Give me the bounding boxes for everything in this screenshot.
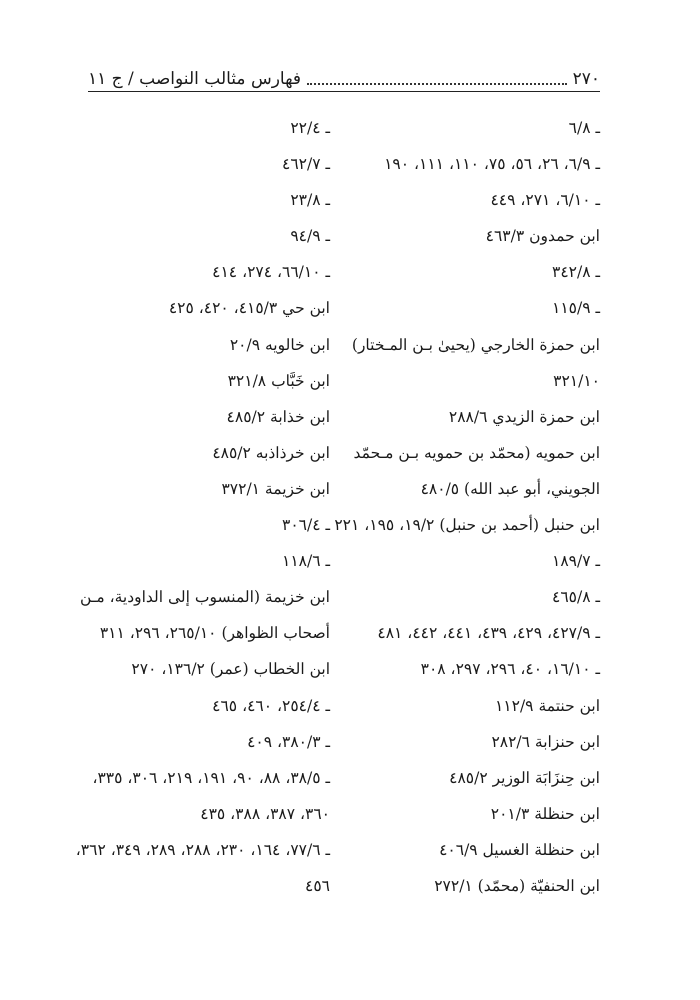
index-entry-line: ـ ٢٣/٨: [290, 191, 330, 210]
index-entry-line: ابن حنظلة ٢٠١/٣: [490, 804, 600, 823]
index-entry-line: ـ ٤٢٧/٩، ٤٢٩، ٤٣٩، ٤٤١، ٤٤٢، ٤٨١: [377, 624, 600, 643]
running-header: [88, 62, 600, 90]
index-entry-line: ابن خالويه ٢٠/٩: [229, 335, 330, 354]
index-entry-line: ابن حِنزَابَة الوزير ٤٨٥/٢: [449, 768, 600, 787]
index-entry-line: ابن حي ٤١٥/٣، ٤٢٠، ٤٢٥: [168, 299, 330, 318]
index-entry-line: ـ ٩٤/٩: [290, 227, 330, 246]
index-entry-line: ـ ١١٥/٩: [552, 299, 600, 318]
index-entry-line: ـ ٣٠٦/٤: [282, 516, 330, 535]
index-entry-line: ـ ٦/٩، ٢٦، ٥٦، ٧٥، ١١٠، ١١١، ١٩٠: [384, 155, 600, 174]
index-entry-line: ـ ١٨٩/٧: [552, 552, 600, 571]
index-entry-line: ابن حنظلة الغسيل ٤٠٦/٩: [439, 840, 600, 859]
index-entry-line: ٣٦٠، ٣٨٧، ٣٨٨، ٤٣٥: [200, 804, 330, 823]
index-entry-line: ٣٢١/١٠: [553, 371, 600, 390]
index-entry-line: ـ ٦/٨: [568, 119, 600, 137]
header-rule: [88, 91, 600, 92]
index-entry-line: ابن حمدون ٤٦٣/٣: [485, 227, 600, 246]
index-entry-line: ابن الحنفيّة (محمّد) ٢٧٢/١: [434, 876, 600, 895]
index-entry-line: ابن خرذاذبه ٤٨٥/٢: [212, 443, 330, 462]
index-entry-line: ـ ١٦/١٠، ٤٠، ٢٩٦، ٢٩٧، ٣٠٨: [420, 660, 600, 679]
index-entry-line: ابن خزيمة (المنسوب إلى الداودية، مـن: [80, 588, 330, 607]
index-entry-line: ـ ٣٨/٥، ٨٨، ٩٠، ١٩١، ٢١٩، ٣٠٦، ٣٣٥،: [92, 768, 330, 787]
index-entry-line: ابن حنبل (أحمد بن حنبل) ١٩/٢، ١٩٥، ٢٢١: [334, 516, 600, 535]
index-entry-line: ابن خزيمة ٣٧٢/١: [221, 479, 330, 498]
index-entry-line: ـ ٦٦/١٠، ٢٧٤، ٤١٤: [212, 263, 330, 282]
page-number: ٢٧٠: [572, 69, 600, 89]
index-entry-line: ٤٥٦: [305, 876, 330, 895]
index-column-left: [75, 110, 330, 904]
index-entry-line: ـ ٢٥٤/٤، ٤٦٠، ٤٦٥: [212, 696, 330, 715]
index-entry-line: أصحاب الظواهر) ٢٦٥/١٠، ٢٩٦، ٣١١: [99, 624, 330, 643]
running-title: فهارس مثالب النواصب / ج ١١: [88, 69, 302, 89]
index-entry-line: ابن خذابة ٤٨٥/٢: [226, 407, 330, 426]
index-entry-line: ـ ٤٦٢/٧: [282, 155, 330, 174]
index-entry-line: ابن حنزابة ٢٨٢/٦: [491, 732, 600, 751]
index-entry-line: ـ ٤٦٥/٨: [552, 588, 600, 607]
index-entry-line: ابن الخطاب (عمر) ١٣٦/٢، ٢٧٠: [131, 660, 330, 679]
index-entry-line: ـ ٣٨٠/٣، ٤٠٩: [247, 732, 330, 751]
index-entry-line: ابن حنتمة ١١٢/٩: [494, 696, 600, 715]
index-entry-line: الجويني، أبو عبد الله) ٤٨٠/٥: [420, 479, 600, 498]
dot-leaders: [307, 83, 567, 85]
index-entry-line: ـ ٧٧/٦، ١٦٤، ٢٣٠، ٢٨٨، ٢٨٩، ٣٤٩، ٣٦٢،: [75, 840, 330, 859]
index-column-right: [334, 110, 600, 904]
index-entry-line: ـ ٣٤٢/٨: [552, 263, 600, 282]
index-entry-line: ابن حمزة الزيدي ٢٨٨/٦: [448, 407, 600, 426]
index-entry-line: ـ ١١٨/٦: [282, 552, 330, 571]
index-entry-line: ابن حمويه (محمّد بن حمويه بـن مـحمّد: [353, 443, 600, 462]
index-entry-line: ابن خَبَّاب ٣٢١/٨: [227, 371, 330, 390]
index-entry-line: ـ ٢٢/٤: [290, 119, 330, 137]
index-entry-line: ـ ٦/١٠، ٢٧١، ٤٤٩: [490, 191, 600, 210]
index-entry-line: ابن حمزة الخارجي (يحيىٰ بـن المـختار): [351, 335, 600, 354]
